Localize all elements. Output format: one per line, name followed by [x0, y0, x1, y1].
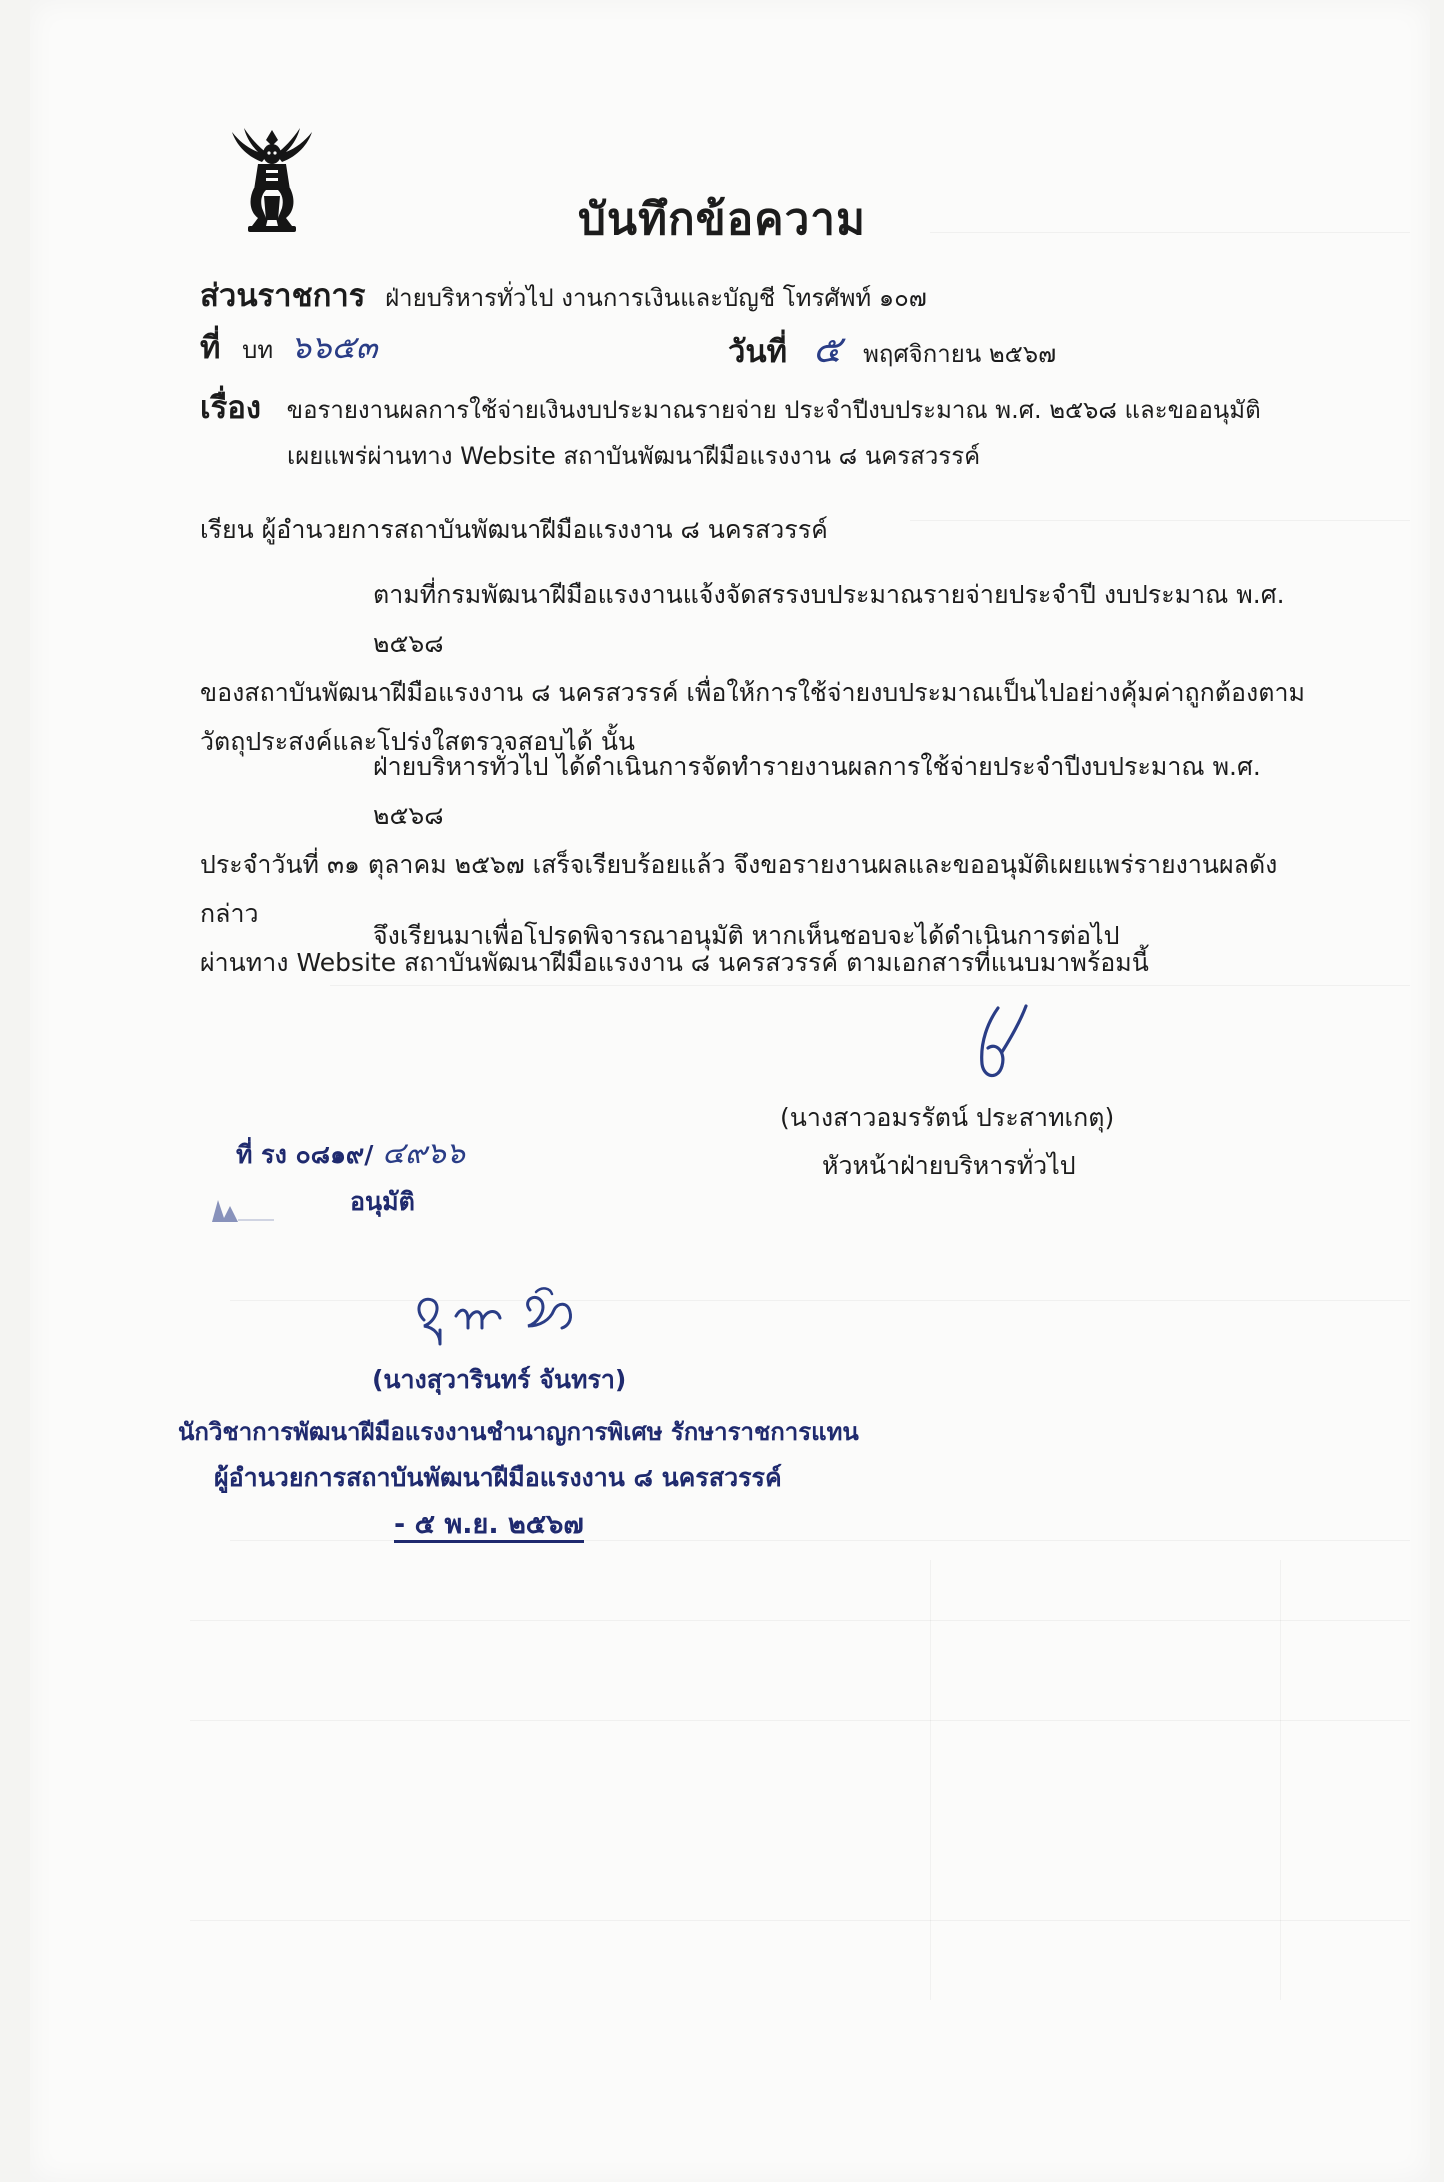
para2-line-1: ฝ่ายบริหารทั่วไป ได้ดำเนินการจัดทำรายงานผลการใช้จ่ายประจำปีงบประมาณ พ.ศ. ๒๕๖๘ — [373, 752, 1261, 830]
approver-signature — [410, 1280, 610, 1352]
salutation: เรียน ผู้อำนวยการสถาบันพัฒนาฝีมือแรงงาน ๘ นครสวรรค์ — [200, 515, 828, 544]
sender-position: หัวหน้าฝ่ายบริหารทั่วไป — [822, 1151, 1076, 1180]
para1-line-1: ตามที่กรมพัฒนาฝีมือแรงงานแจ้งจัดสรรงบประมาณรายจ่ายประจำปี งบประมาณ พ.ศ. ๒๕๖๘ — [373, 580, 1285, 658]
date-label: วันที่ — [728, 334, 788, 370]
stamp-ref-number: ๔๙๖๖ — [382, 1136, 465, 1171]
agency-row — [200, 270, 927, 320]
para2-line-2: ประจำวันที่ ๓๑ ตุลาคม ๒๕๖๗ เสร็จเรียบร้อยแล้ว จึงขอรายงานผลและขออนุมัติเผยแพร่รายงานผลดังกล่าว — [200, 850, 1278, 928]
ref-prefix: บท — [242, 336, 274, 364]
ref-label: ที่ — [200, 330, 221, 366]
ink-smudge — [208, 1196, 278, 1226]
closing-line: จึงเรียนมาเพื่อโปรดพิจารณาอนุมัติ หากเห็นชอบจะได้ดำเนินการต่อไป — [373, 921, 1120, 950]
ref-row — [200, 322, 378, 373]
approver-position-1: นักวิชาการพัฒนาฝีมือแรงงานชำนาญการพิเศษ รักษาราชการแทน — [178, 1418, 859, 1446]
agency-value: ฝ่ายบริหารทั่วไป งานการเงินและบัญชี โทรศัพท์ ๑๐๗ — [385, 284, 927, 312]
stamp-ref — [236, 1130, 465, 1177]
para1-line-3: วัตถุประสงค์และโปร่งใสตรวจสอบได้ นั้น — [200, 727, 636, 756]
subject-line-1: ขอรายงานผลการใช้จ่ายเงินงบประมาณรายจ่าย ประจำปีงบประมาณ พ.ศ. ๒๕๖๘ และขออนุมัติ — [286, 396, 1261, 424]
memo-title: บันทึกข้อความ — [577, 194, 866, 245]
approval-date — [394, 1502, 584, 1545]
agency-label: ส่วนราชการ — [200, 278, 366, 314]
sender-name: (นางสาวอมรรัตน์ ประสาทเกตุ) — [780, 1103, 1115, 1132]
ref-number: ๖๖๕๓ — [290, 328, 378, 366]
sender-signature — [958, 1002, 1030, 1084]
approval-date-text: - ๕ พ.ย. ๒๕๖๗ — [394, 1509, 584, 1543]
stamp-ref-prefix: ที่ รง ๐๘๑๙/ — [236, 1140, 374, 1169]
date-day: ๕ — [812, 327, 842, 371]
para1-line-2: ของสถาบันพัฒนาฝีมือแรงงาน ๘ นครสวรรค์ เพื่อให้การใช้จ่ายงบประมาณเป็นไปอย่างคุ้มค่าถูกต้องตาม — [200, 678, 1306, 707]
paragraph-1 — [200, 570, 1330, 766]
subject-row — [200, 382, 1261, 432]
subject-line-2: เผยแพร่ผ่านทาง Website สถาบันพัฒนาฝีมือแรงงาน ๘ นครสวรรค์ — [287, 442, 981, 470]
date-row — [728, 318, 1056, 379]
date-value: พฤศจิกายน ๒๕๖๗ — [863, 340, 1057, 368]
para2-line-3: ผ่านทาง Website สถาบันพัฒนาฝีมือแรงงาน ๘ นครสวรรค์ ตามเอกสารที่แนบมาพร้อมนี้ — [200, 948, 1149, 977]
approved-text: อนุมัติ — [350, 1187, 415, 1216]
subject-label: เรื่อง — [200, 390, 262, 426]
approver-name: (นางสุวารินทร์ จันทรา) — [372, 1365, 627, 1394]
approver-position-2: ผู้อำนวยการสถาบันพัฒนาฝีมือแรงงาน ๘ นครสวรรค์ — [214, 1463, 782, 1492]
